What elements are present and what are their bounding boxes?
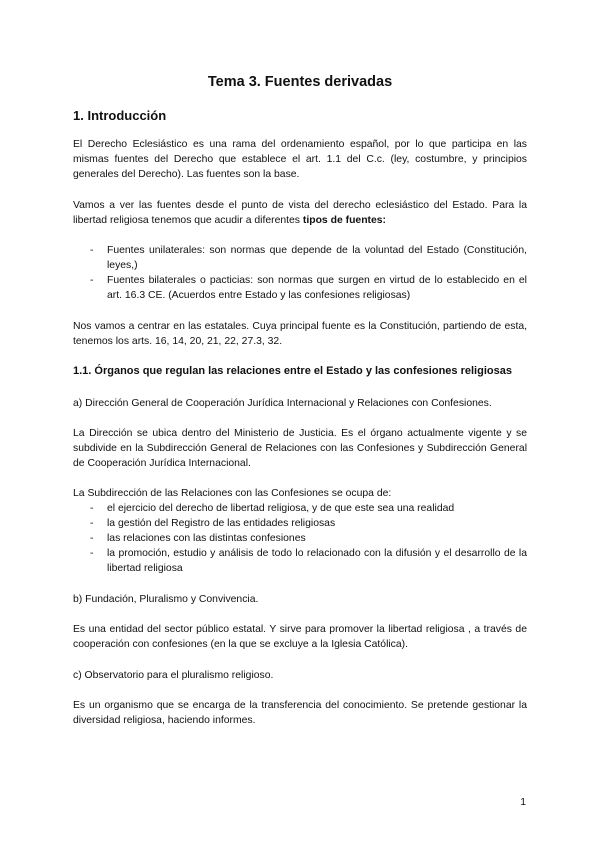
paragraph-observatorio-detalle: Es un organismo que se encarga de la transferencia del conocimiento. Se pretende gestionar la diversidad religiosa, haciendo informes. [73, 700, 527, 726]
page-number: 1 [520, 797, 526, 808]
paragraph-direccion-general: a) Dirección General de Cooperación Jurídica Internacional y Relaciones con Confesiones. [73, 398, 492, 409]
paragraph-subdireccion: La Subdirección de las Relaciones con las Confesiones se ocupa de: [73, 488, 392, 499]
paragraph-estatales: Nos vamos a centrar en las estatales. Cuya principal fuente es la Constitución, partiendo de esta, tenemos los arts. 16, 14, 20, 21, 22, 27.3, 32. [73, 321, 527, 347]
document-title: Tema 3. Fuentes derivadas [207, 74, 393, 90]
list-item: - la promoción, estudio y análisis de todo lo relacionado con la difusión y el desarrollo de la libertad religiosa [73, 546, 527, 576]
paragraph-fundacion-detalle: Es una entidad del sector público estatal. Y sirve para promover la libertad religiosa , a través de cooperación con confesiones (en la que se excluye a la Iglesia Católica). [73, 624, 527, 650]
paragraph-fuentes-intro-text: Vamos a ver las fuentes desde el punto de vista del derecho eclesiástico del Estado. Para la libertad religiosa tenemos que acudir a diferentes [73, 200, 527, 226]
paragraph-derecho-eclesiastico: El Derecho Eclesiástico es una rama del ordenamiento español, por lo que participa en las mismas fuentes del Derecho que establece el art. 1.1 del C.c. (ley, costumbre, y principios generales del Derecho). Las fuentes son la base. [73, 139, 527, 180]
section-heading-introduccion: 1. Introducción [73, 108, 167, 123]
subsection-heading-organos: 1.1. Órganos que regulan las relaciones entre el Estado y las confesiones religiosas [73, 365, 512, 377]
paragraph-fuentes-intro-bold: tipos de fuentes: [302, 215, 387, 226]
sources-list [73, 243, 527, 303]
list-item: - Fuentes bilaterales o pacticias: son normas que surgen en virtud de lo establecido en el art. 16.3 CE. (Acuerdos entre Estado y las confesiones religiosas) [73, 273, 527, 303]
list-item: - el ejercicio del derecho de libertad religiosa, y de que este sea una realidad [73, 501, 527, 516]
list-item: - las relaciones con las distintas confesiones [73, 531, 527, 546]
paragraph-observatorio: c) Observatorio para el pluralismo religioso. [73, 670, 274, 681]
list-item: - Fuentes unilaterales: son normas que depende de la voluntad del Estado (Constitución, leyes,) [73, 243, 527, 273]
list-item: - la gestión del Registro de las entidades religiosas [73, 516, 527, 531]
paragraph-direccion-detalle: La Dirección se ubica dentro del Ministerio de Justicia. Es el órgano actualmente vigente y se subdivide en la Subdirección General de Relaciones con las Confesiones y Subdirección General de Cooperación Jurídica Internacional. [73, 428, 527, 469]
paragraph-fuentes-intro [73, 198, 527, 228]
duties-list [73, 501, 527, 576]
paragraph-fundacion: b) Fundación, Pluralismo y Convivencia. [73, 594, 259, 605]
